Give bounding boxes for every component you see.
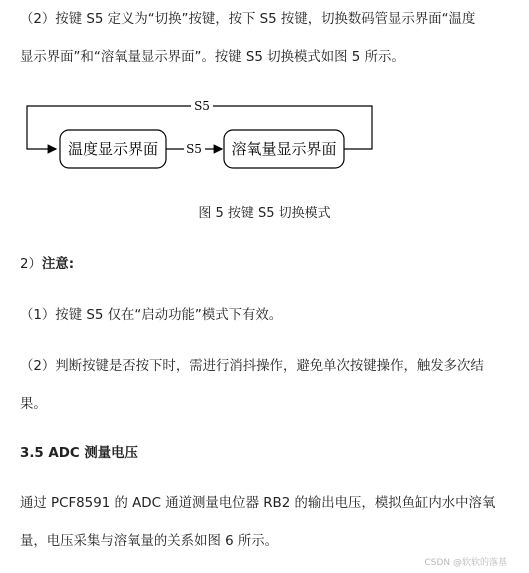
- note-item-1: （1）按键 S5 仅在“启动功能”模式下有效。: [20, 308, 283, 323]
- section-heading: 3.5 ADC 测量电压: [20, 446, 138, 461]
- temperature-display-label: 温度显示界面: [67, 140, 159, 158]
- note-item-2-line-1: （2）判断按键是否按下时，需进行消抖操作，避免单次按键操作，触发多次结: [20, 359, 484, 374]
- note-item-2-line-2: 果。: [20, 397, 47, 412]
- top-s5-label: S5: [194, 99, 210, 113]
- csdn-watermark: CSDN @软软的落基: [424, 558, 507, 568]
- section-para-line-2: 量，电压采集与溶氧量的关系如图 6 所示。: [20, 534, 279, 549]
- notes-heading-prefix: 2）: [20, 257, 42, 272]
- s5-switch-diagram: [0, 90, 529, 180]
- middle-s5-label: S5: [186, 142, 202, 156]
- figure-caption: 图 5 按键 S5 切换模式: [198, 206, 331, 221]
- paragraph-s5-line-2: 显示界面”和“溶氧量显示界面”。按键 S5 切换模式如图 5 所示。: [20, 50, 405, 65]
- notes-heading: [20, 255, 74, 275]
- do-display-label: 溶氧量显示界面: [231, 140, 337, 158]
- paragraph-s5-line-1: （2）按键 S5 定义为“切换”按键，按下 S5 按键，切换数码管显示界面“温度: [20, 12, 476, 27]
- section-para-line-1: 通过 PCF8591 的 ADC 通道测量电位器 RB2 的输出电压，模拟鱼缸内水中溶氧: [20, 496, 496, 511]
- notes-heading-bold: 注意:: [41, 257, 75, 272]
